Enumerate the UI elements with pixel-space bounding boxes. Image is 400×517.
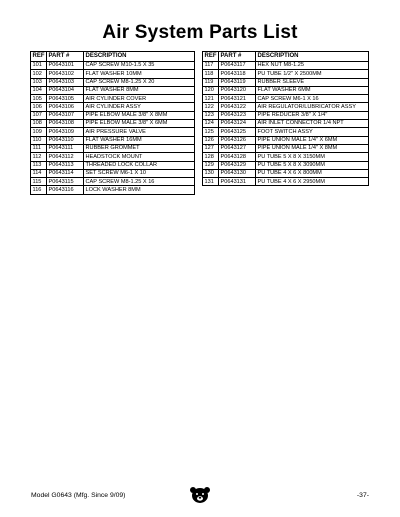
table-row — [203, 178, 369, 186]
table-row — [203, 136, 369, 144]
cell-part: P0643128 — [219, 153, 256, 161]
cell-description: LOCK WASHER 8MM — [84, 186, 195, 194]
cell-description: FLAT WASHER 16MM — [84, 136, 195, 144]
cell-description: AIR CYLINDER ASSY — [84, 103, 195, 111]
cell-ref: 113 — [31, 161, 47, 169]
table-row — [31, 62, 195, 70]
parts-table-right — [202, 51, 369, 186]
table-row — [31, 144, 195, 152]
cell-ref: 111 — [31, 144, 47, 152]
cell-ref: 107 — [31, 111, 47, 119]
cell-description: AIR INLET CONNECTOR 1/4 NPT — [256, 120, 369, 128]
page-title: Air System Parts List — [102, 22, 298, 43]
table-row — [31, 153, 195, 161]
cell-ref: 125 — [203, 128, 219, 136]
table-row — [203, 103, 369, 111]
cell-part: P0643118 — [219, 70, 256, 78]
cell-part: P0643130 — [219, 169, 256, 177]
cell-description: PU TUBE 1/2" X 2500MM — [256, 70, 369, 78]
cell-part: P0643105 — [47, 95, 84, 103]
cell-part: P0643116 — [47, 186, 84, 194]
cell-ref: 127 — [203, 144, 219, 152]
header-part: PART # — [47, 52, 84, 62]
table-header-row — [203, 52, 369, 62]
table-row — [203, 120, 369, 128]
cell-part: P0643101 — [47, 62, 84, 70]
cell-description: RUBBER GROMMET — [84, 144, 195, 152]
cell-ref: 131 — [203, 178, 219, 186]
table-row — [203, 144, 369, 152]
bear-head-icon — [189, 486, 211, 504]
cell-ref: 126 — [203, 136, 219, 144]
cell-description: PIPE ELBOW MALE 3/8" X 8MM — [84, 111, 195, 119]
table-row — [31, 169, 195, 177]
header-description: DESCRIPTION — [84, 52, 195, 62]
table-row — [31, 111, 195, 119]
cell-description: FOOT SWITCH ASSY — [256, 128, 369, 136]
table-row — [31, 128, 195, 136]
cell-part: P0643123 — [219, 111, 256, 119]
cell-description: FLAT WASHER 8MM — [84, 86, 195, 94]
cell-description: PIPE UNION MALE 1/4" X 8MM — [256, 144, 369, 152]
table-row — [31, 120, 195, 128]
cell-description: CAP SCREW M6-1 X 16 — [256, 95, 369, 103]
table-row — [31, 186, 195, 194]
cell-description: PIPE REDUCER 3/8" X 1/4" — [256, 111, 369, 119]
cell-ref: 130 — [203, 169, 219, 177]
cell-description: CAP SCREW M8-1.25 X 16 — [84, 178, 195, 186]
cell-description: THREADED LOCK COLLAR — [84, 161, 195, 169]
cell-description: PU TUBE 5 X 8 X 3150MM — [256, 153, 369, 161]
cell-description: FLAT WASHER 6MM — [256, 86, 369, 94]
cell-description: HEX NUT M8-1.25 — [256, 62, 369, 70]
footer-model: Model G0643 (Mfg. Since 9/09) — [31, 492, 126, 499]
cell-description: AIR CYLINDER COVER — [84, 95, 195, 103]
table-row — [203, 111, 369, 119]
cell-ref: 103 — [31, 78, 47, 86]
cell-part: P0643104 — [47, 86, 84, 94]
cell-ref: 116 — [31, 186, 47, 194]
table-row — [31, 161, 195, 169]
table-row — [31, 103, 195, 111]
cell-ref: 109 — [31, 128, 47, 136]
cell-part: P0643117 — [219, 62, 256, 70]
cell-description: AIR REGULATOR/LUBRICATOR ASSY — [256, 103, 369, 111]
table-row — [31, 136, 195, 144]
cell-description: PIPE UNION MALE 1/4" X 6MM — [256, 136, 369, 144]
header-description: DESCRIPTION — [256, 52, 369, 62]
cell-part: P0643102 — [47, 70, 84, 78]
cell-description: SET SCREW M6-1 X 10 — [84, 169, 195, 177]
cell-part: P0643131 — [219, 178, 256, 186]
cell-part: P0643107 — [47, 111, 84, 119]
table-row — [203, 62, 369, 70]
table-row — [203, 153, 369, 161]
cell-description: CAP SCREW M10-1.5 X 35 — [84, 62, 195, 70]
cell-part: P0643106 — [47, 103, 84, 111]
table-row — [203, 161, 369, 169]
cell-description: AIR PRESSURE VALVE — [84, 128, 195, 136]
table-header-row — [31, 52, 195, 62]
cell-description: FLAT WASHER 10MM — [84, 70, 195, 78]
cell-ref: 121 — [203, 95, 219, 103]
table-row — [203, 70, 369, 78]
table-row — [31, 78, 195, 86]
cell-ref: 119 — [203, 78, 219, 86]
cell-description: PU TUBE 5 X 8 X 3090MM — [256, 161, 369, 169]
cell-part: P0643109 — [47, 128, 84, 136]
cell-part: P0643129 — [219, 161, 256, 169]
cell-part: P0643114 — [47, 169, 84, 177]
table-row — [31, 70, 195, 78]
cell-part: P0643108 — [47, 120, 84, 128]
cell-ref: 118 — [203, 70, 219, 78]
table-row — [203, 86, 369, 94]
cell-ref: 105 — [31, 95, 47, 103]
cell-description: CAP SCREW M8-1.25 X 20 — [84, 78, 195, 86]
cell-description: RUBBER SLEEVE — [256, 78, 369, 86]
cell-part: P0643115 — [47, 178, 84, 186]
cell-part: P0643110 — [47, 136, 84, 144]
cell-ref: 114 — [31, 169, 47, 177]
table-row — [203, 95, 369, 103]
table-row — [31, 178, 195, 186]
table-row — [31, 86, 195, 94]
cell-description: PIPE ELBOW MALE 3/8" X 6MM — [84, 120, 195, 128]
cell-ref: 104 — [31, 86, 47, 94]
cell-ref: 106 — [31, 103, 47, 111]
header-part: PART # — [219, 52, 256, 62]
table-row — [31, 95, 195, 103]
cell-part: P0643122 — [219, 103, 256, 111]
cell-description: PU TUBE 4 X 6 X 2950MM — [256, 178, 369, 186]
cell-ref: 117 — [203, 62, 219, 70]
cell-part: P0643124 — [219, 120, 256, 128]
header-ref: REF — [203, 52, 219, 62]
cell-part: P0643103 — [47, 78, 84, 86]
cell-ref: 115 — [31, 178, 47, 186]
cell-description: PU TUBE 4 X 6 X 800MM — [256, 169, 369, 177]
cell-part: P0643119 — [219, 78, 256, 86]
cell-description: HEADSTOCK MOUNT — [84, 153, 195, 161]
cell-ref: 112 — [31, 153, 47, 161]
cell-ref: 122 — [203, 103, 219, 111]
table-row — [203, 169, 369, 177]
cell-part: P0643121 — [219, 95, 256, 103]
cell-ref: 108 — [31, 120, 47, 128]
table-row — [203, 78, 369, 86]
cell-part: P0643126 — [219, 136, 256, 144]
table-row — [203, 128, 369, 136]
parts-table-left — [30, 51, 195, 195]
cell-ref: 110 — [31, 136, 47, 144]
cell-ref: 124 — [203, 120, 219, 128]
cell-ref: 102 — [31, 70, 47, 78]
cell-part: P0643127 — [219, 144, 256, 152]
cell-ref: 123 — [203, 111, 219, 119]
cell-part: P0643113 — [47, 161, 84, 169]
cell-ref: 129 — [203, 161, 219, 169]
cell-ref: 120 — [203, 86, 219, 94]
cell-ref: 128 — [203, 153, 219, 161]
header-ref: REF — [31, 52, 47, 62]
cell-part: P0643120 — [219, 86, 256, 94]
cell-part: P0643111 — [47, 144, 84, 152]
cell-part: P0643112 — [47, 153, 84, 161]
cell-ref: 101 — [31, 62, 47, 70]
cell-part: P0643125 — [219, 128, 256, 136]
page-number: -37- — [356, 492, 369, 499]
